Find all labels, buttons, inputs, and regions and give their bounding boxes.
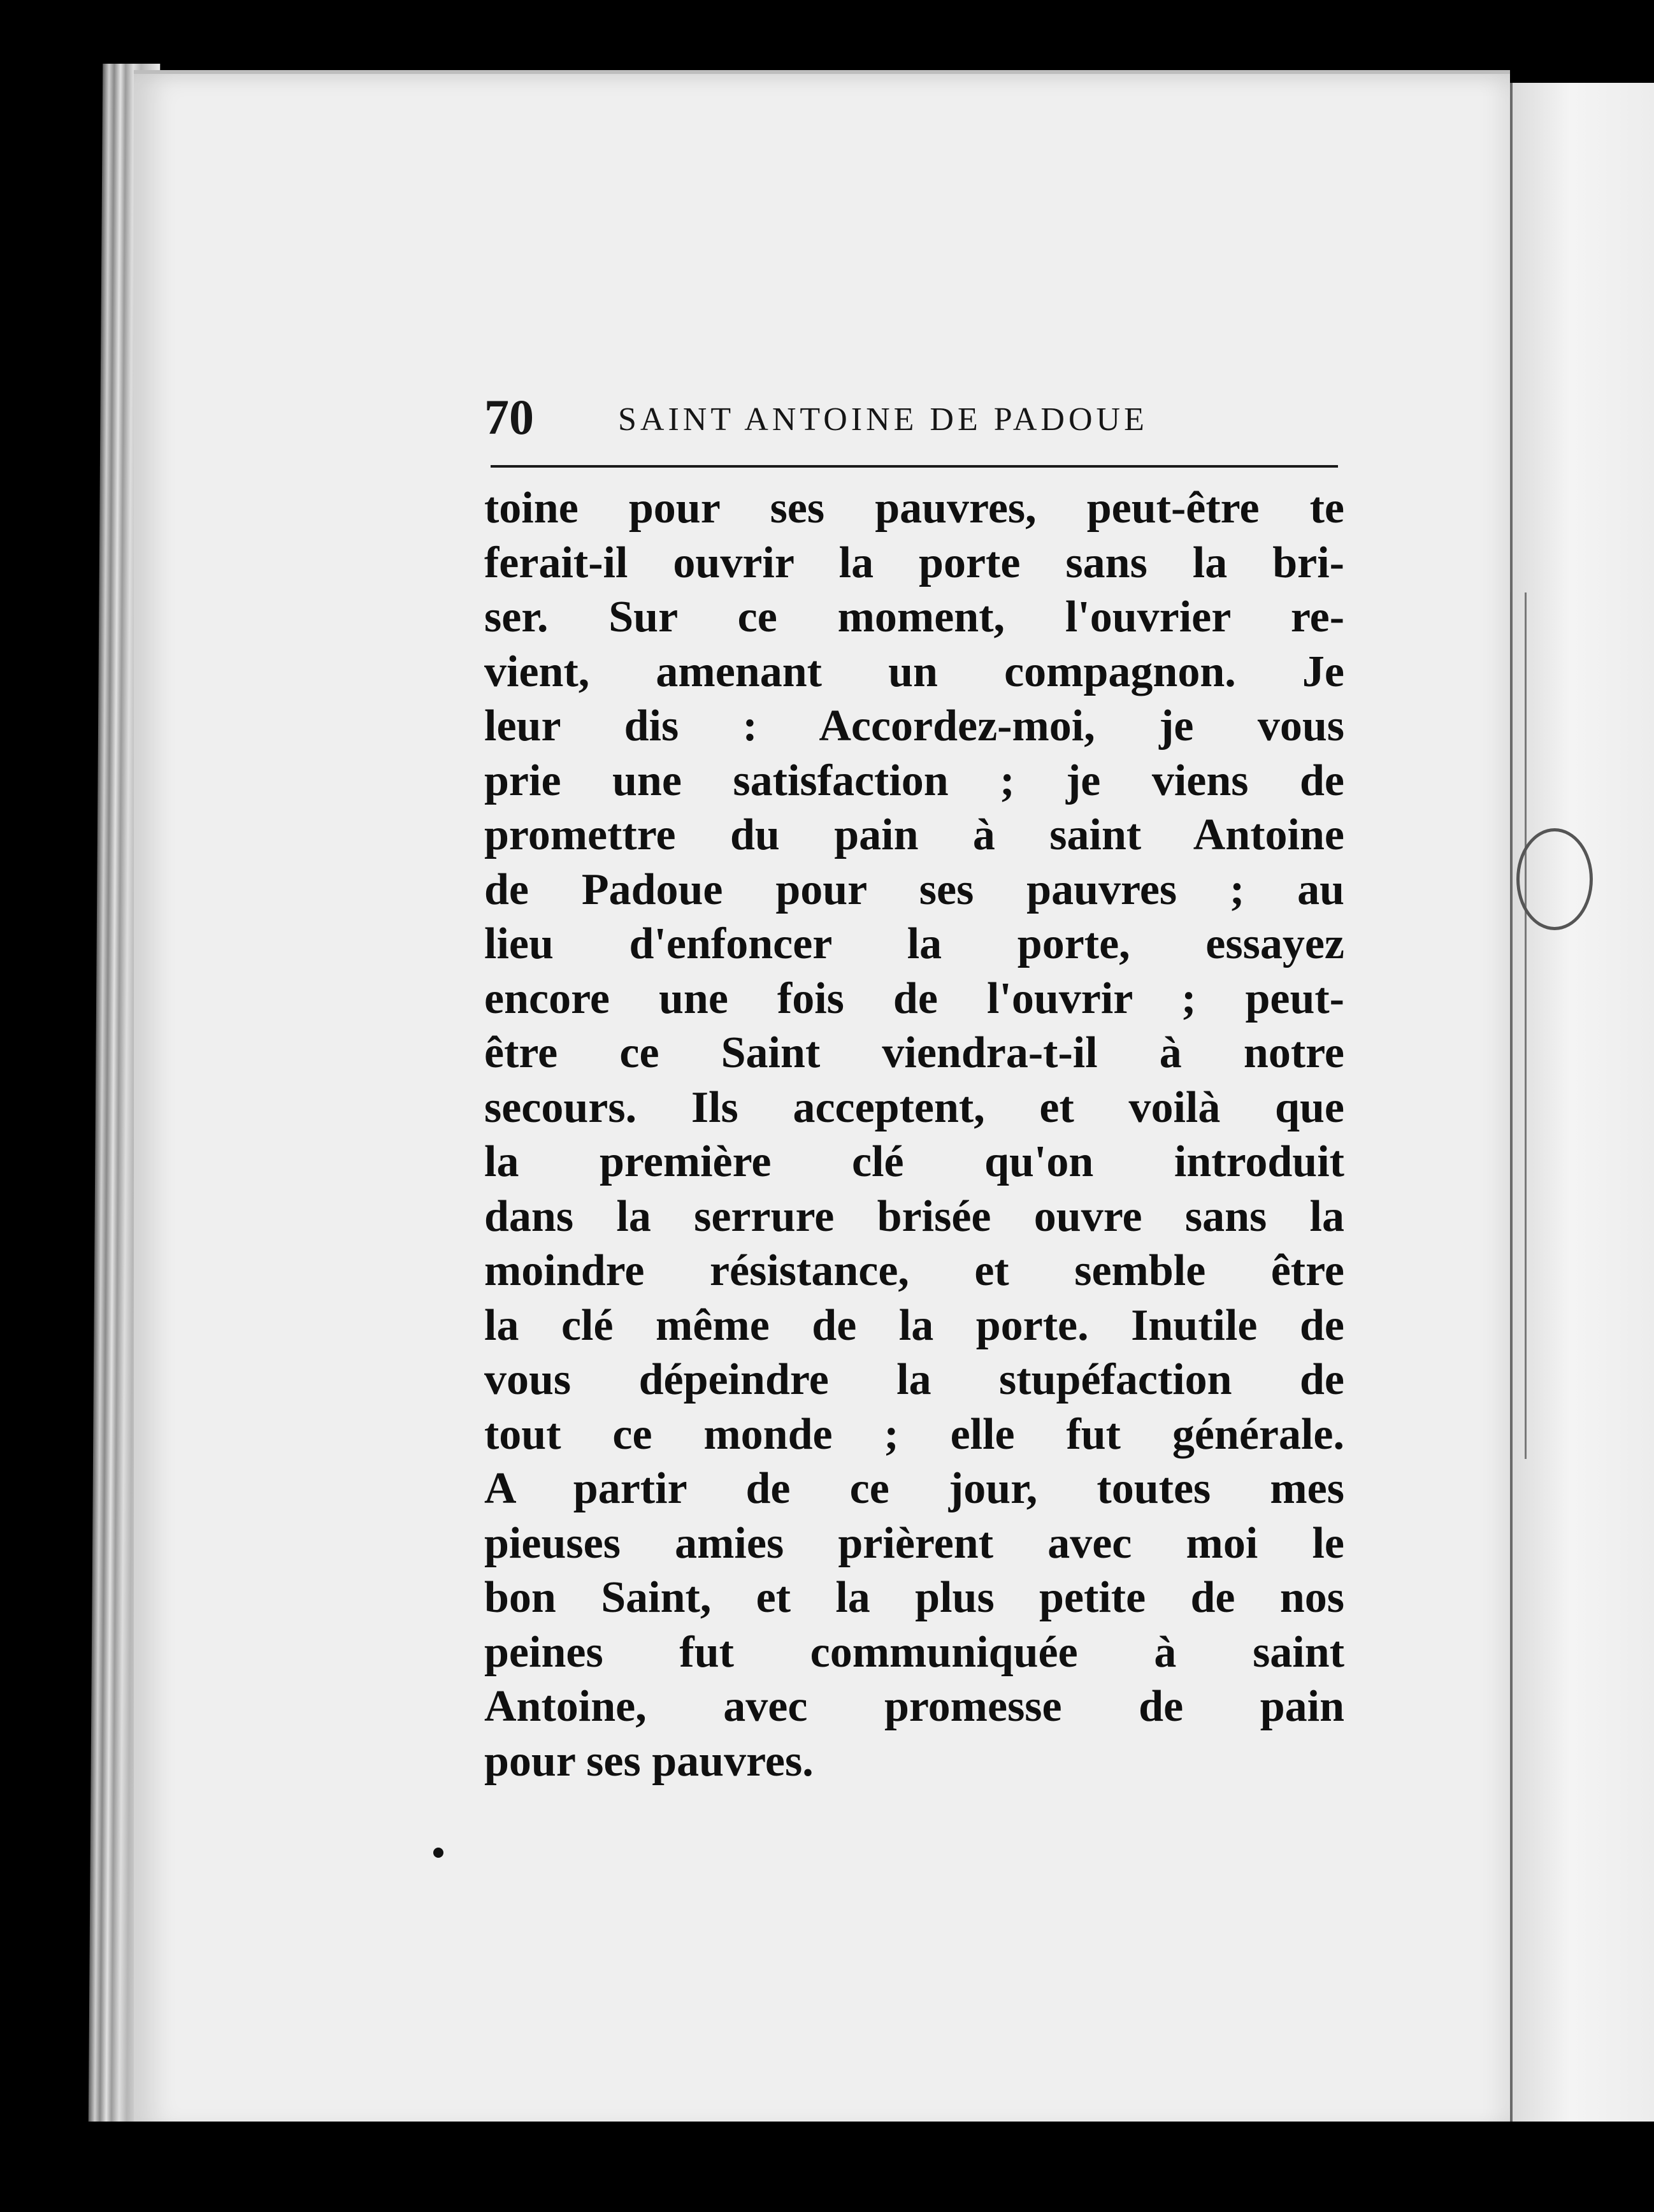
text-line: Antoine, avec promesse de pain [484, 1682, 1344, 1731]
text-line: la première clé qu'on introduit [484, 1137, 1344, 1186]
text-line: vous dépeindre la stupéfaction de [484, 1355, 1344, 1404]
text-line: promettre du pain à saint Antoine [484, 810, 1344, 859]
text-line: prie une satisfaction ; je viens de [484, 756, 1344, 805]
text-line: secours. Ils acceptent, et voilà que [484, 1082, 1344, 1132]
header-rule [491, 465, 1338, 468]
text-line: ser. Sur ce moment, l'ouvrier re- [484, 592, 1344, 642]
text-line: encore une fois de l'ouvrir ; peut- [484, 973, 1344, 1023]
text-line: pour ses pauvres. [484, 1736, 814, 1786]
text-line: bon Saint, et la plus petite de nos [484, 1573, 1344, 1622]
text-line: moindre résistance, et semble être [484, 1246, 1344, 1295]
text-line: vient, amenant un compagnon. Je [484, 647, 1344, 696]
text-line: peines fut communiquée à saint [484, 1627, 1344, 1677]
text-line: de Padoue pour ses pauvres ; au [484, 865, 1344, 914]
scan-background [0, 2122, 1654, 2212]
text-line: la clé même de la porte. Inutile de [484, 1300, 1344, 1350]
text-line: toine pour ses pauvres, peut-être te [484, 484, 1344, 533]
text-line: dans la serrure brisée ouvre sans la [484, 1191, 1344, 1241]
text-line: tout ce monde ; elle fut générale. [484, 1409, 1344, 1459]
binding-string [1509, 592, 1527, 1459]
page-number: 70 [484, 389, 534, 445]
running-title: SAINT ANTOINE DE PADOUE [618, 401, 1148, 438]
text-line: leur dis : Accordez-moi, je vous [484, 701, 1344, 750]
text-line: ferait-il ouvrir la porte sans la bri- [484, 538, 1344, 587]
text-line: lieu d'enfoncer la porte, essayez [484, 919, 1344, 968]
binding-string-loop [1516, 828, 1593, 930]
text-line: pieuses amies prièrent avec moi le [484, 1518, 1344, 1568]
facing-page-edge [1510, 83, 1654, 2153]
body-text [484, 481, 1344, 1788]
ink-speck [433, 1848, 443, 1858]
text-line: A partir de ce jour, toutes mes [484, 1464, 1344, 1513]
text-line: être ce Saint viendra-t-il à notre [484, 1028, 1344, 1077]
page-header [484, 389, 1338, 446]
